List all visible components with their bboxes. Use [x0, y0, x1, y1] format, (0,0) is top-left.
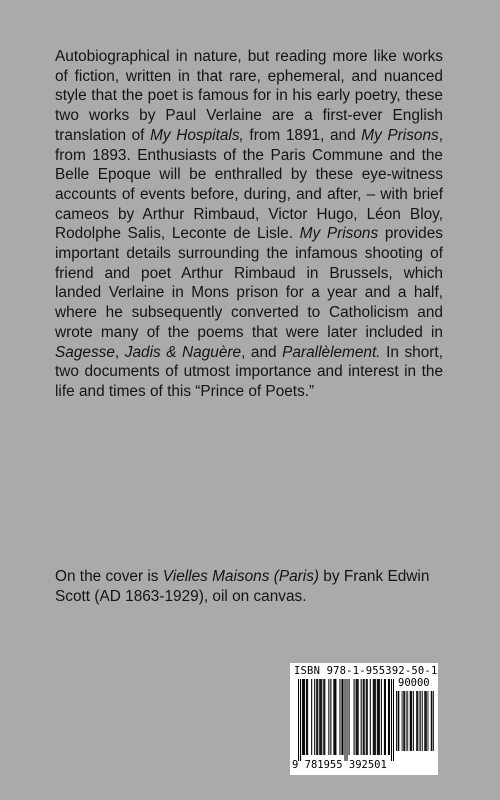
barcode-bar [411, 691, 412, 751]
barcode-bar [396, 691, 397, 751]
barcode-bar [363, 679, 364, 755]
barcode-bar [347, 679, 348, 761]
barcode-bar [393, 679, 394, 761]
blurb-text-4: provides important details surrounding the infamous shooting of friend and poet Arthur Rimbaud in Brussels, which landed Verlaine in Mons prison for a year and a half, where he subsequently converted to Catholicism and wrote many of the poems that were later included in [55, 225, 443, 341]
painting-title: Vielles Maisons (Paris) [162, 568, 320, 585]
cover-credit [55, 567, 455, 606]
ean-digits: 9 781955 392501 [292, 759, 387, 771]
barcode-bar [324, 679, 325, 755]
barcode-bar [389, 679, 390, 755]
barcode-bar [402, 691, 403, 751]
barcode-bar [384, 679, 385, 755]
barcode-bar [378, 679, 379, 755]
title-my-prisons-2: My Prisons [299, 225, 379, 243]
barcode-bar [334, 679, 335, 755]
barcode-bar [300, 679, 301, 761]
barcode-bar [433, 691, 434, 751]
barcode-bar [407, 691, 408, 751]
barcode-bar [403, 691, 404, 751]
blurb-text-3: , from 1893. Enthusiasts of the Paris Commune and the Belle Epoque will be enthralled by these eye-witness accounts of events before, during, and after, – with brief cameos by Arthur Rimbaud, Victor Hugo, Léon Bloy, Rodolphe Salis, Leconte de Lisle. [55, 126, 444, 243]
blurb-text-7: In short, two documents of utmost importance and interest in the life and times of this “Prince of Poets.” [55, 343, 443, 400]
barcode-bar [298, 679, 299, 761]
barcode-bar [406, 691, 407, 751]
barcode-bar [303, 679, 304, 755]
ean-barcode-bars [298, 679, 394, 761]
blurb-text-5: , [114, 343, 125, 361]
barcode-bar [411, 691, 412, 751]
barcode-bar [339, 679, 340, 755]
barcode-bar [366, 679, 367, 755]
title-jadis-naguere: Jadis & Naguère [124, 343, 242, 361]
barcode-bar [377, 679, 378, 755]
barcode-bar [333, 679, 334, 755]
barcode-bar [302, 679, 303, 755]
barcode-bar [424, 691, 425, 751]
barcode-bar [419, 691, 420, 751]
barcode-bar [432, 691, 433, 751]
barcode-bar [420, 691, 421, 751]
barcode-bar [358, 679, 359, 755]
barcode-bar [316, 679, 317, 755]
barcode-bar [354, 679, 355, 755]
barcode-bar [367, 679, 368, 755]
barcode-bar [304, 679, 305, 755]
barcode-bar [431, 691, 432, 751]
barcode-bar [370, 679, 371, 755]
barcode-bar [335, 679, 336, 755]
barcode-bar [398, 691, 399, 751]
barcode-bar [404, 691, 405, 751]
barcode-bar [342, 679, 343, 755]
barcode-bar [306, 679, 307, 755]
barcode-bar [361, 679, 362, 755]
barcode-bar [381, 679, 382, 755]
barcode-bar [426, 691, 427, 751]
title-my-hospitals: My Hospitals, [150, 126, 244, 144]
barcode-bar [321, 679, 322, 755]
barcode-bar [317, 679, 318, 755]
barcode-bar [373, 679, 374, 755]
title-my-prisons: My Prisons [361, 126, 439, 144]
barcode-bar [349, 679, 350, 755]
barcode-bar [410, 691, 411, 751]
barcode-bar [314, 679, 315, 755]
title-sagesse: Sagesse [55, 343, 115, 361]
blurb-text-1: Autobiographical in nature, but reading more like works of fiction, written in that rare, ephemeral, and nuanced style that the poet is famous for in his early poetry, these two works by Paul Verlaine are a first-ever English translation of [55, 48, 443, 144]
barcode-bar [330, 679, 331, 755]
barcode-bar [323, 679, 324, 755]
barcode-bar [328, 679, 329, 755]
back-cover-blurb [55, 47, 443, 402]
barcode-bar [388, 679, 389, 755]
addon-code: 90000 [398, 677, 430, 689]
title-parallelement: Parallèlement. [282, 343, 381, 361]
barcode-bar [341, 679, 342, 755]
isbn-label: ISBN 978-1-955392-50-1 [294, 665, 438, 677]
barcode-bar [425, 691, 426, 751]
barcode-bar [320, 679, 321, 755]
barcode-bar [417, 691, 418, 751]
barcode-bar [307, 679, 308, 755]
isbn-barcode [290, 663, 438, 775]
barcode-bar [413, 691, 414, 751]
barcode-bar [375, 679, 376, 755]
barcode-bar [356, 679, 357, 755]
addon-barcode-bars [396, 691, 434, 751]
barcode-bar [319, 679, 320, 755]
barcode-bar [391, 679, 392, 761]
barcode-bar [422, 691, 423, 751]
barcode-bar [416, 691, 417, 751]
credit-prefix: On the cover is [55, 568, 163, 585]
blurb-text-2: from 1891, and [243, 126, 362, 144]
barcode-bar [344, 679, 345, 761]
barcode-bar [379, 679, 380, 755]
credit-suffix: by Frank Edwin Scott (AD 1863-1929), oil on canvas. [55, 568, 430, 605]
barcode-bar [428, 691, 429, 751]
barcode-bar [385, 679, 386, 755]
barcode-bar [357, 679, 358, 755]
barcode-bar [364, 679, 365, 755]
barcode-bar [374, 679, 375, 755]
barcode-bar [398, 691, 399, 751]
blurb-text-6: , and [241, 343, 283, 361]
barcode-bar [311, 679, 312, 755]
